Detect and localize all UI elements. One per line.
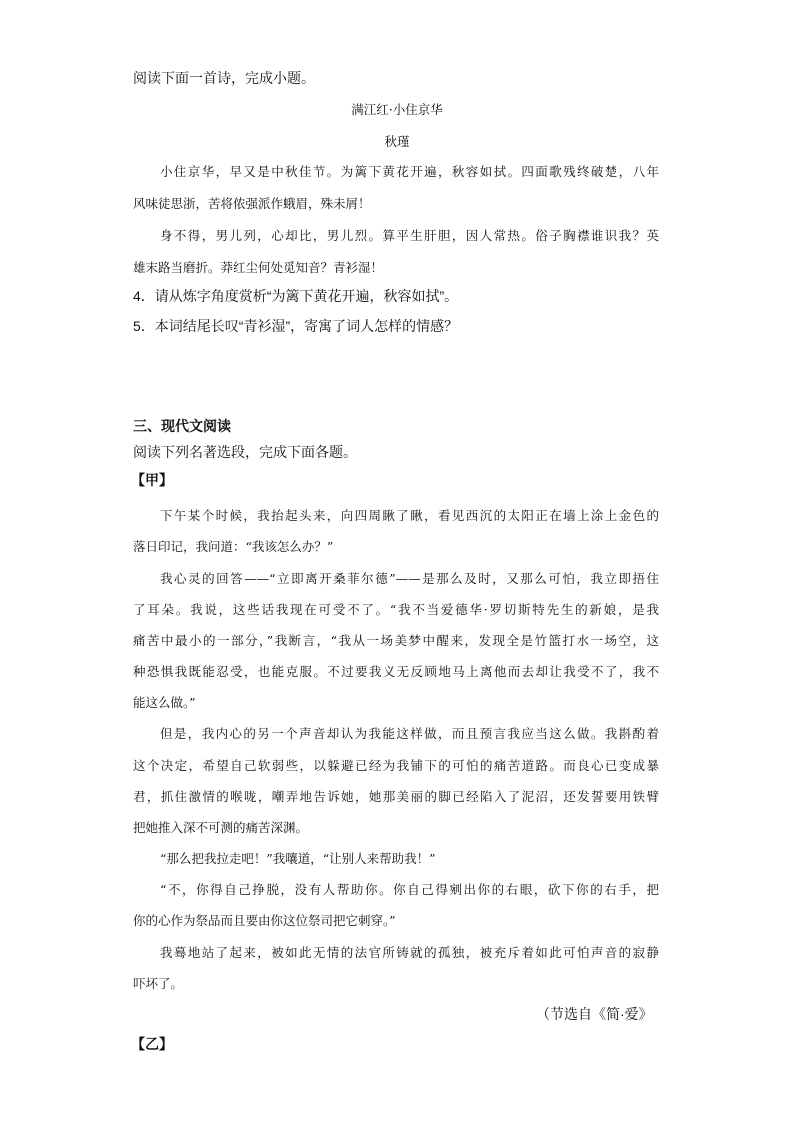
passage-line: 了耳朵。我说，这些话我现在可受不了。“我不当爱德华·罗切斯特先生的新娘，是我 [133, 602, 659, 617]
passage-line: 我心灵的回答——“立即离开桑菲尔德”——是那么及时，又那么可怕，我立即捂住 [160, 571, 659, 586]
passage-line: 落日印记，我问道：“我该怎么办？” [133, 539, 334, 554]
passage-line: 下午某个时候，我抬起头来，向四周瞅了瞅，看见西沉的太阳正在墙上涂上金色的 [160, 508, 659, 523]
part-a-label: 【甲】 [131, 472, 173, 488]
poem-line: 雄末路当磨折。莽红尘何处觅知音？青衫湿！ [133, 260, 384, 275]
passage-line: 能这么做。” [133, 695, 196, 710]
passage-line: “那么把我拉走吧！”我嚷道，“让别人来帮助我！” [160, 851, 436, 866]
poem-line: 身不得，男儿列，心却比，男儿烈。算平生肝胆，因人常热。俗子胸襟谁识我？英 [160, 228, 659, 243]
passage-line: 把她推入深不可测的痛苦深渊。 [133, 820, 309, 835]
poem-line: 风味徒思浙，苦将侬强派作蛾眉，殊未屑！ [133, 196, 371, 211]
poem-title: 满江红·小住京华 [351, 102, 443, 117]
section-heading: 三、现代文阅读 [133, 418, 231, 434]
passage-line: “不，你得自己挣脱，没有人帮助你。你自己得剜出你的右眼，砍下你的右手，把 [160, 882, 659, 897]
section-intro: 阅读下列名著选段，完成下面各题。 [133, 444, 357, 460]
question-5: 5．本词结尾长叹“青衫湿”，寄寓了词人怎样的情感？ [133, 318, 459, 334]
passage-line: 我蓦地站了起来，被如此无情的法官所铸就的孤独，被充斥着如此可怕声音的寂静 [160, 945, 659, 960]
passage-line: 痛苦中最小的一部分，”我断言，“我从一场美梦中醒来，发现全是竹篮打水一场空，这 [133, 633, 659, 648]
passage-line: 这个决定，希望自己软弱些，以躲避已经为我铺下的可怕的痛苦道路。而良心已变成暴 [133, 758, 659, 773]
poem-line: 小住京华，早又是中秋佳节。为篱下黄花开遍，秋容如拭。四面歌残终破楚，八年 [160, 164, 659, 179]
passage-line: 吓坏了。 [133, 976, 184, 991]
poem-intro: 阅读下面一首诗，完成小题。 [133, 70, 315, 86]
passage-line: 种恐惧我既能忍受，也能克服。不过要我义无反顾地马上离他而去却让我受不了，我不 [133, 664, 659, 679]
part-b-label: 【乙】 [131, 1036, 173, 1052]
passage-line: 你的心作为祭品而且要由你这位祭司把它刺穿。” [133, 913, 396, 928]
passage-line: 君，抓住激情的喉咙，嘲弄地告诉她，她那美丽的脚已经陷入了泥沼，还发誓要用铁臂 [133, 789, 659, 804]
poem-author: 秋瑾 [384, 134, 410, 149]
question-4: 4．请从炼字角度赏析“为篱下黄花开遍，秋容如拭”。 [133, 288, 459, 304]
source-citation: （节选自《简·爱》 [536, 1006, 653, 1022]
passage-line: 但是，我内心的另一个声音却认为我能这样做，而且预言我应当这么做。我斟酌着 [160, 726, 659, 741]
